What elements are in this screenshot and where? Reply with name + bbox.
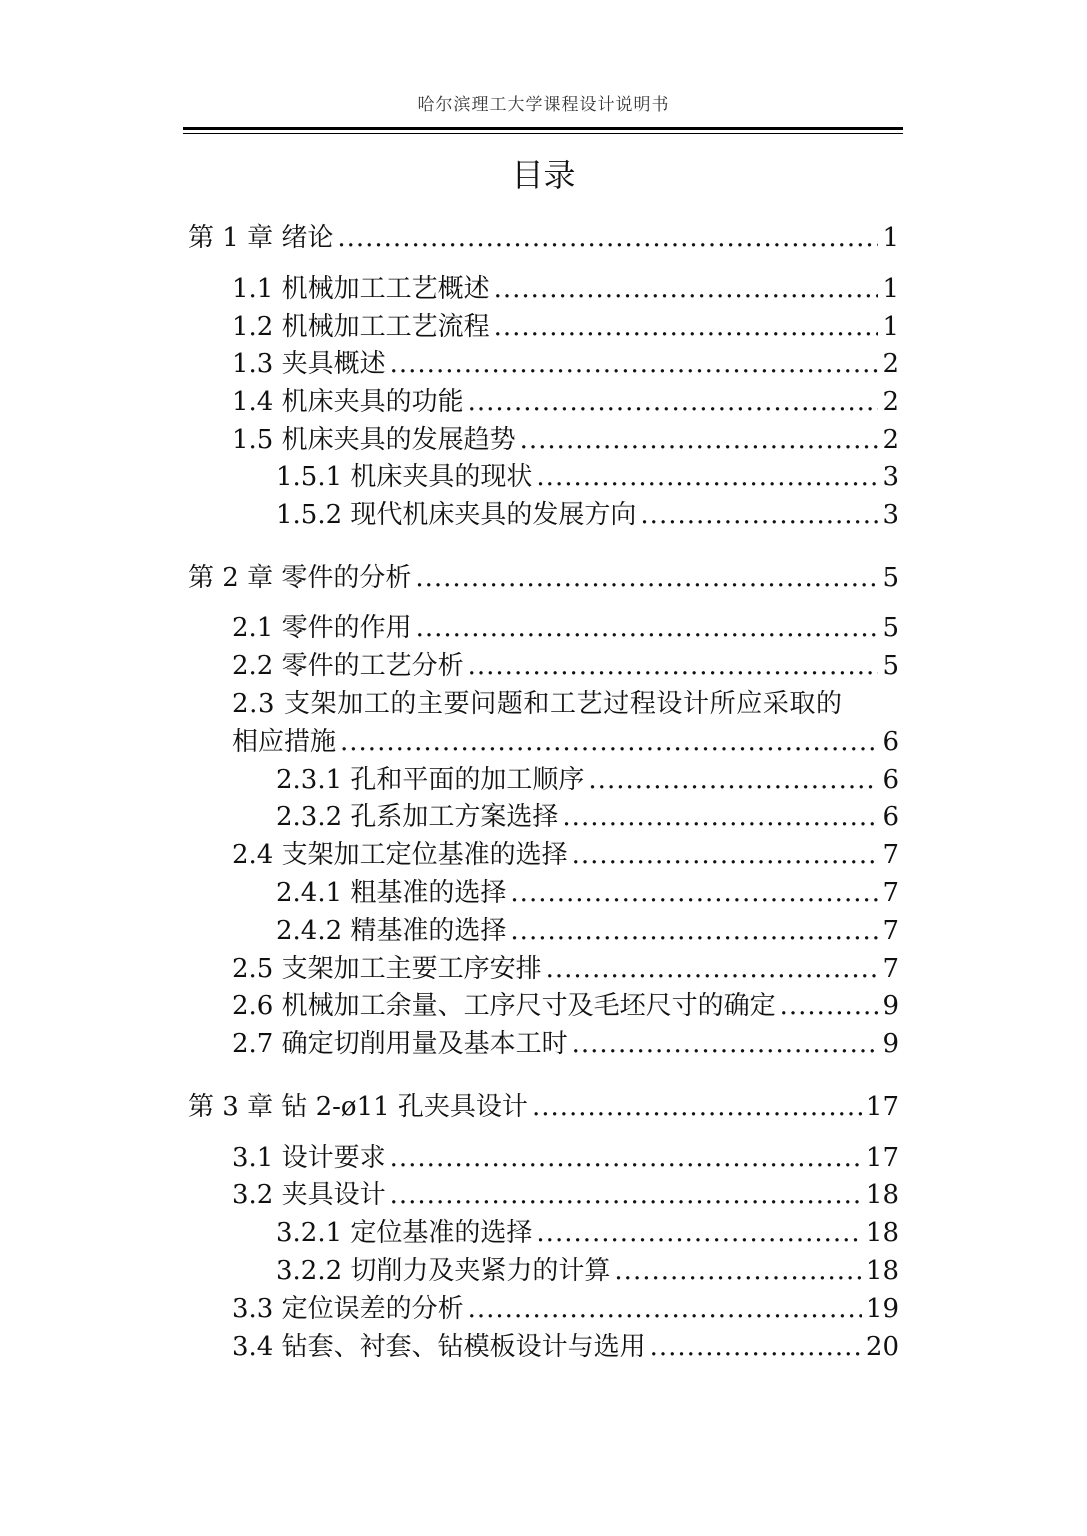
toc-leader-dots (536, 458, 878, 496)
toc-entry-label: 2.3.1 孔和平面的加工顺序 (276, 765, 585, 795)
page-header: 哈尔滨理工大学课程设计说明书 (417, 95, 670, 115)
toc-entry-2-5[interactable] (232, 950, 899, 988)
toc-entry-label: 1.1 机械加工工艺概述 (232, 274, 490, 304)
toc-entry-label: 3.2 夹具设计 (232, 1180, 386, 1210)
toc-entry-page: 6 (882, 765, 899, 795)
toc-leader-dots (546, 950, 879, 988)
toc-entry-label: 1.2 机械加工工艺流程 (232, 312, 490, 342)
toc-entry-3-3[interactable] (232, 1290, 899, 1328)
toc-entry-page: 6 (882, 802, 899, 832)
toc-entry-page: 20 (865, 1332, 899, 1362)
toc-entry-1-5[interactable] (232, 421, 899, 459)
toc-leader-dots (572, 1025, 879, 1063)
toc-entry-label: 2.3.2 孔系加工方案选择 (276, 802, 559, 832)
toc-entry-2-3-1[interactable] (276, 761, 899, 799)
toc-leader-dots (390, 1176, 862, 1214)
toc-leader-dots (562, 798, 878, 836)
toc-entry-1-5-2[interactable] (276, 496, 899, 534)
header-rule-thin (183, 133, 903, 134)
toc-leader-dots (650, 1328, 862, 1366)
toc-entry-1-4[interactable] (232, 383, 899, 421)
toc-entry-label: 2.1 零件的作用 (232, 613, 412, 643)
toc-entry-chapter-3[interactable] (188, 1088, 899, 1126)
toc-entry-page: 1 (882, 223, 899, 253)
toc-entry-page: 2 (882, 349, 899, 379)
toc-entry-chapter-1[interactable] (188, 219, 899, 257)
toc-entry-page: 5 (882, 651, 899, 681)
toc-leader-dots (640, 496, 878, 534)
toc-entry-label: 3.1 设计要求 (232, 1143, 386, 1173)
toc-leader-dots (468, 383, 879, 421)
toc-entry-page: 6 (882, 727, 899, 757)
toc-entry-1-1[interactable] (232, 270, 899, 308)
toc-entry-2-3[interactable] (232, 723, 899, 761)
toc-entry-label: 2.6 机械加工余量、工序尺寸及毛坯尺寸的确定 (232, 991, 776, 1021)
toc-entry-2-7[interactable] (232, 1025, 899, 1063)
toc-leader-dots (337, 219, 878, 257)
toc-entry-label: 3.3 定位误差的分析 (232, 1294, 464, 1324)
toc-entry-3-1[interactable] (232, 1139, 899, 1177)
toc-leader-dots (494, 270, 879, 308)
toc-entry-page: 17 (865, 1143, 899, 1173)
toc-entry-page: 18 (865, 1180, 899, 1210)
toc-entry-label: 3.4 钻套、衬套、钻模板设计与选用 (232, 1332, 646, 1362)
toc-leader-dots (494, 308, 879, 346)
toc-entry-1-3[interactable] (232, 345, 899, 383)
toc-leader-dots (510, 912, 878, 950)
toc-entry-label: 2.5 支架加工主要工序安排 (232, 954, 542, 984)
toc-entry-label: 2.7 确定切削用量及基本工时 (232, 1029, 568, 1059)
toc-leader-dots (468, 647, 879, 685)
toc-entry-label: 2.2 零件的工艺分析 (232, 651, 464, 681)
toc-entry-page: 7 (882, 878, 899, 908)
header-rule-thick (183, 127, 903, 130)
toc-entry-label: 1.5.2 现代机床夹具的发展方向 (276, 500, 637, 530)
toc-entry-2-3-line1[interactable]: 2.3 支架加工的主要问题和工艺过程设计所应采取的 (232, 689, 843, 719)
toc-entry-page: 5 (882, 563, 899, 593)
toc-entry-page: 18 (865, 1256, 899, 1286)
toc-entry-page: 18 (865, 1218, 899, 1248)
toc-leader-dots (532, 1088, 862, 1126)
toc-entry-chapter-2[interactable] (188, 559, 899, 597)
toc-entry-page: 2 (882, 387, 899, 417)
toc-leader-dots (416, 609, 879, 647)
toc-entry-2-4-1[interactable] (276, 874, 899, 912)
toc-entry-2-4[interactable] (232, 836, 899, 874)
toc-entry-page: 2 (882, 425, 899, 455)
toc-entry-2-6[interactable] (232, 987, 899, 1025)
toc-entry-page: 7 (882, 916, 899, 946)
toc-leader-dots (614, 1252, 861, 1290)
toc-entry-page: 5 (882, 613, 899, 643)
toc-entry-page: 9 (882, 991, 899, 1021)
toc-entry-1-2[interactable] (232, 308, 899, 346)
toc-entry-label: 1.3 夹具概述 (232, 349, 386, 379)
toc-entry-label: 3.2.1 定位基准的选择 (276, 1218, 533, 1248)
toc-entry-2-4-2[interactable] (276, 912, 899, 950)
toc-entry-3-4[interactable] (232, 1328, 899, 1366)
toc-entry-label: 1.4 机床夹具的功能 (232, 387, 464, 417)
toc-entry-label: 相应措施 (232, 727, 337, 757)
toc-entry-2-1[interactable] (232, 609, 899, 647)
toc-entry-label: 第 1 章 绪论 (188, 223, 334, 253)
toc-title: 目录 (511, 156, 576, 194)
toc-entry-3-2[interactable] (232, 1176, 899, 1214)
toc-entry-page: 1 (882, 274, 899, 304)
toc-leader-dots (390, 345, 879, 383)
toc-entry-page: 1 (882, 312, 899, 342)
toc-entry-label: 2.4.1 粗基准的选择 (276, 878, 507, 908)
toc-entry-page: 19 (865, 1294, 899, 1324)
toc-leader-dots (390, 1139, 862, 1177)
toc-entry-page: 7 (882, 954, 899, 984)
toc-leader-dots (572, 836, 879, 874)
toc-entry-2-2[interactable] (232, 647, 899, 685)
toc-entry-label: 2.4.2 精基准的选择 (276, 916, 507, 946)
toc-leader-dots (520, 421, 879, 459)
toc-leader-dots (536, 1214, 861, 1252)
toc-entry-label: 第 2 章 零件的分析 (188, 563, 412, 593)
toc-entry-page: 3 (882, 500, 899, 530)
toc-leader-dots (415, 559, 878, 597)
toc-entry-label: 第 3 章 钻 2-ø11 孔夹具设计 (188, 1092, 528, 1122)
toc-entry-label: 1.5 机床夹具的发展趋势 (232, 425, 516, 455)
toc-entry-2-3-2[interactable] (276, 798, 899, 836)
toc-entry-page: 17 (865, 1092, 899, 1122)
toc-entry-label: 2.4 支架加工定位基准的选择 (232, 840, 568, 870)
toc-leader-dots (468, 1290, 862, 1328)
toc-entry-page: 3 (882, 462, 899, 492)
toc-entry-1-5-1[interactable] (276, 458, 899, 496)
toc-entry-page: 9 (882, 1029, 899, 1059)
toc-entry-label: 1.5.1 机床夹具的现状 (276, 462, 533, 492)
toc-leader-dots (510, 874, 878, 912)
toc-leader-dots (340, 723, 878, 761)
toc-entry-page: 7 (882, 840, 899, 870)
toc-entry-3-2-2[interactable] (276, 1252, 899, 1290)
toc-entry-3-2-1[interactable] (276, 1214, 899, 1252)
toc-leader-dots (780, 987, 879, 1025)
toc-entry-label: 3.2.2 切削力及夹紧力的计算 (276, 1256, 611, 1286)
toc-leader-dots (588, 761, 878, 799)
